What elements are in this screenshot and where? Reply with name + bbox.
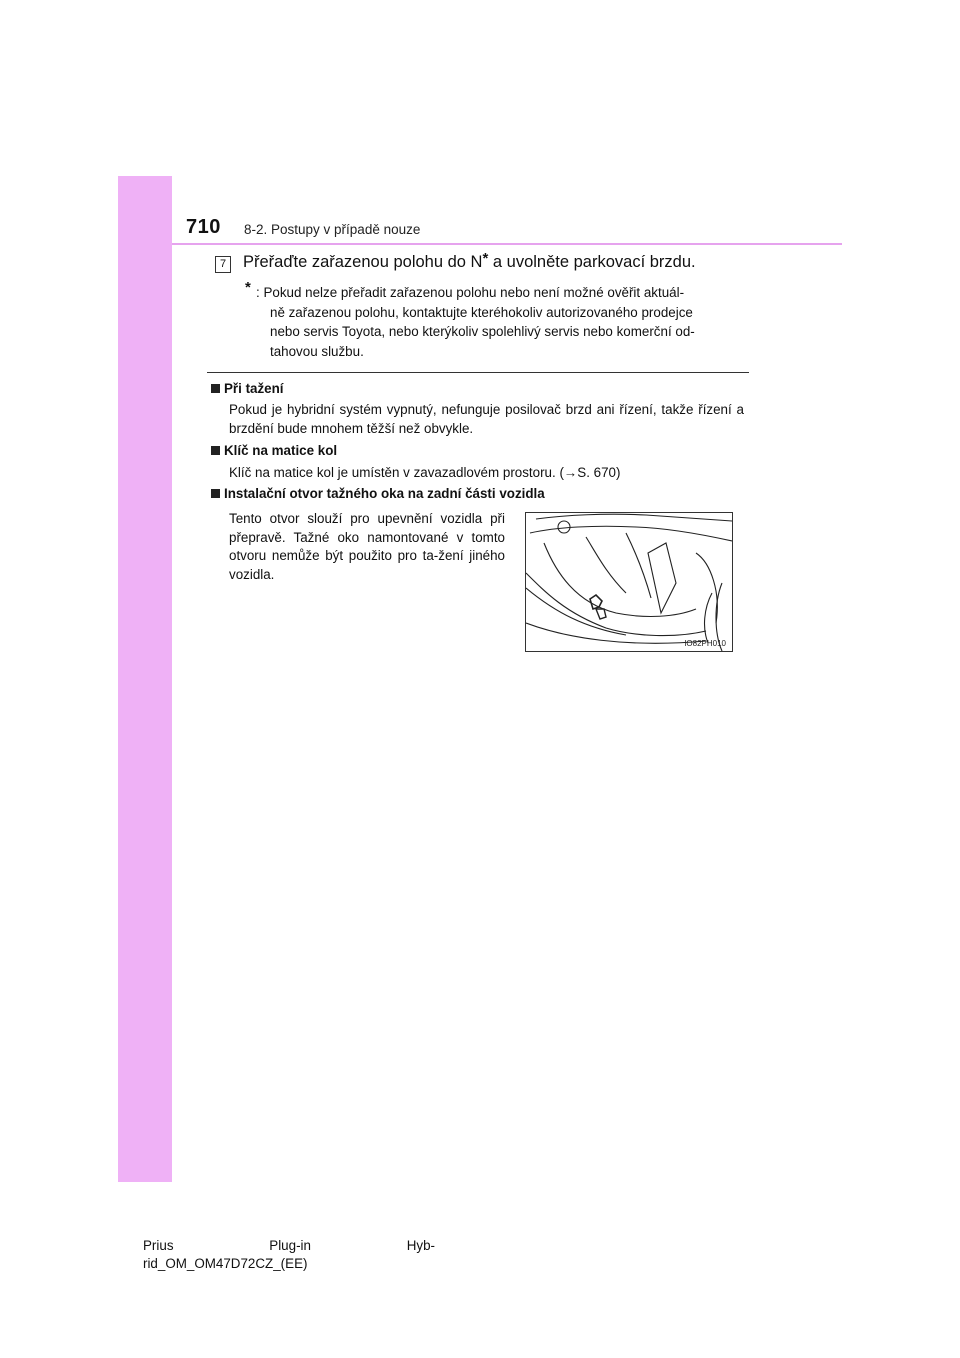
step-text-before: Přeřaďte zařazenou polohu do N — [243, 253, 483, 271]
figure-code: IO82PH010 — [684, 639, 726, 648]
header-rule — [172, 243, 842, 245]
heading-towing-eyelet — [211, 486, 545, 501]
footnote-line: ně zařazenou polohu, kontaktujte kteréhokoliv autorizovaného prodejce — [270, 304, 693, 320]
body-towing: Pokud je hybridní systém vypnutý, nefunguje posilovač brzd ani řízení, takže řízení a brzdění bude mnohem těžší než obvykle. — [229, 402, 744, 436]
chapter-sidebar-tab — [118, 176, 172, 1182]
square-bullet-icon — [211, 384, 220, 393]
figure-description: Tento otvor slouží pro upevnění vozidla při přepravě. Tažné oko namontované v tomto otvoru nemůže být použito pro ta-žení jiného vozidla. — [229, 511, 505, 582]
rear-bumper-illustration — [525, 512, 733, 652]
footnote-text — [256, 283, 744, 361]
heading-wheel-wrench-text: Klíč na matice kol — [224, 443, 338, 458]
step-star: * — [482, 250, 489, 267]
step-text-after: a uvolněte parkovací brzdu. — [488, 253, 696, 271]
section-divider — [207, 372, 749, 373]
heading-towing — [211, 381, 284, 396]
body-wheel-wrench: Klíč na matice kol je umístěn v zavazadlovém prostoru. (→S. 670) — [229, 465, 621, 480]
footer-hyb: Hyb- — [406, 1238, 435, 1253]
square-bullet-icon — [211, 489, 220, 498]
footer-row — [143, 1237, 435, 1255]
step-number-box: 7 — [215, 256, 231, 273]
step-instruction — [243, 250, 696, 272]
page-number: 710 — [186, 216, 221, 238]
heading-towing-text: Při tažení — [224, 381, 284, 396]
footer-doc-code: rid_OM_OM47D72CZ_(EE) — [143, 1256, 308, 1271]
section-title: 8-2. Postupy v případě nouze — [244, 222, 421, 237]
footnote-line: tahovou službu. — [270, 343, 364, 359]
footer-plugin: Plug-in — [269, 1238, 311, 1253]
page-footer — [143, 1237, 435, 1273]
footnote-line: nebo servis Toyota, nebo kterýkoliv spolehlivý servis nebo komerční od- — [270, 324, 695, 339]
heading-wheel-wrench — [211, 443, 337, 458]
heading-towing-eyelet-text: Instalační otvor tažného oka na zadní části vozidla — [224, 486, 545, 501]
square-bullet-icon — [211, 446, 220, 455]
footer-model: Prius — [143, 1238, 174, 1253]
footnote-line: : Pokud nelze přeřadit zařazenou polohu nebo není možné ověřit aktuál- — [256, 285, 685, 300]
footnote-star: * — [245, 279, 251, 296]
car-rear-drawing — [526, 513, 732, 651]
